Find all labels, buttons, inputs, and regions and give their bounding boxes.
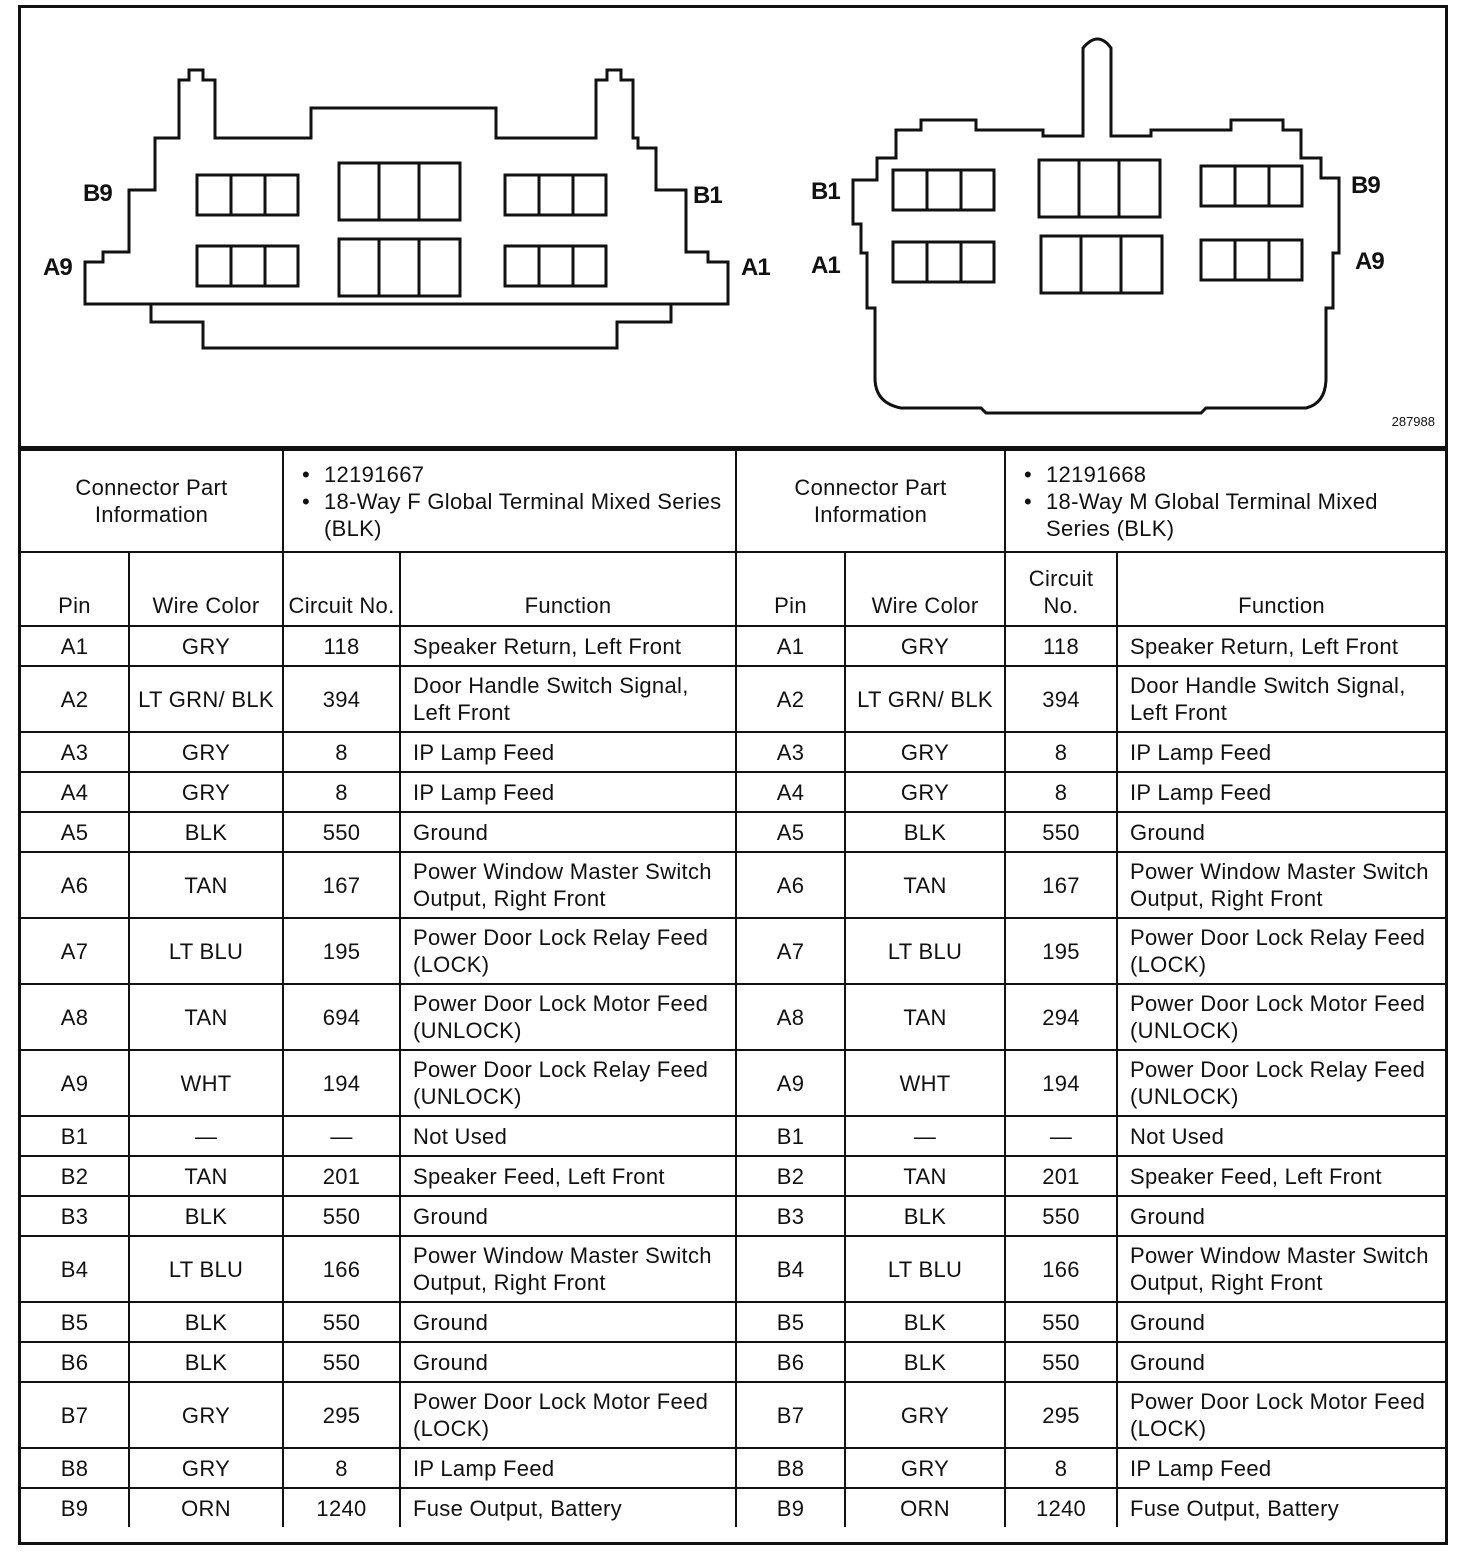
connector-sheet [18, 5, 1448, 1545]
function-cell: Not Used [400, 1116, 736, 1156]
table-row [21, 732, 1445, 772]
column-header-row [21, 552, 1445, 626]
function-cell: Power Door Lock Motor Feed (UNLOCK) [1117, 984, 1445, 1050]
wire-color-cell: ORN [845, 1488, 1005, 1527]
circuit-cell: 295 [1005, 1382, 1117, 1448]
wire-color-cell: GRY [129, 626, 283, 666]
function-cell: Speaker Return, Left Front [400, 626, 736, 666]
left-label-b1: B1 [693, 182, 722, 209]
pin-cell: A9 [21, 1050, 129, 1116]
pin-cell: B6 [21, 1342, 129, 1382]
left-part-description: 18-Way F Global Terminal Mixed Series (BLK) [324, 488, 722, 541]
wire-color-cell: LT BLU [845, 1236, 1005, 1302]
function-cell: Power Window Master Switch Output, Right Front [400, 852, 736, 918]
pin-cell: B4 [21, 1236, 129, 1302]
circuit-cell: 550 [283, 812, 400, 852]
right-part-description: 18-Way M Global Terminal Mixed Series (BLK) [1046, 488, 1378, 541]
function-cell: Ground [1117, 1196, 1445, 1236]
table-row [21, 918, 1445, 984]
wire-color-cell: BLK [845, 812, 1005, 852]
header-pin: Pin [21, 552, 129, 626]
header-wire-color: Wire Color [845, 552, 1005, 626]
function-cell: Ground [400, 1302, 736, 1342]
pin-cell: B6 [736, 1342, 845, 1382]
pin-cell: A3 [736, 732, 845, 772]
pin-cell: B4 [736, 1236, 845, 1302]
wire-color-cell: GRY [129, 1382, 283, 1448]
table-row [21, 984, 1445, 1050]
figure-id: 287988 [1391, 414, 1435, 429]
circuit-cell: 8 [283, 1448, 400, 1488]
function-cell: Ground [400, 1196, 736, 1236]
table-row [21, 812, 1445, 852]
connector-diagram [21, 8, 1445, 449]
circuit-cell: 167 [283, 852, 400, 918]
function-cell: IP Lamp Feed [400, 1448, 736, 1488]
circuit-cell: 550 [1005, 812, 1117, 852]
left-part-number: 12191667 [324, 461, 425, 487]
pin-cell: B3 [736, 1196, 845, 1236]
wire-color-cell: TAN [129, 984, 283, 1050]
wire-color-cell: LT BLU [129, 1236, 283, 1302]
wire-color-cell: — [129, 1116, 283, 1156]
circuit-cell: 550 [1005, 1196, 1117, 1236]
function-cell: Ground [1117, 812, 1445, 852]
header-pin: Pin [736, 552, 845, 626]
circuit-cell: 195 [1005, 918, 1117, 984]
function-cell: Speaker Feed, Left Front [400, 1156, 736, 1196]
pin-cell: A3 [21, 732, 129, 772]
table-row [21, 1302, 1445, 1342]
function-cell: IP Lamp Feed [400, 732, 736, 772]
function-cell: Power Door Lock Relay Feed (UNLOCK) [1117, 1050, 1445, 1116]
table-row [21, 852, 1445, 918]
circuit-cell: 194 [1005, 1050, 1117, 1116]
function-cell: Door Handle Switch Signal, Left Front [400, 666, 736, 732]
function-cell: Power Window Master Switch Output, Right Front [1117, 852, 1445, 918]
circuit-cell: — [1005, 1116, 1117, 1156]
wire-color-cell: LT GRN/ BLK [129, 666, 283, 732]
function-cell: Power Door Lock Relay Feed (UNLOCK) [400, 1050, 736, 1116]
wire-color-cell: WHT [845, 1050, 1005, 1116]
table-row [21, 1196, 1445, 1236]
pin-cell: A2 [736, 666, 845, 732]
pin-cell: B5 [21, 1302, 129, 1342]
wire-color-cell: GRY [845, 732, 1005, 772]
circuit-cell: 201 [283, 1156, 400, 1196]
function-cell: Fuse Output, Battery [1117, 1488, 1445, 1527]
circuit-cell: — [283, 1116, 400, 1156]
pin-cell: A6 [736, 852, 845, 918]
table-row [21, 772, 1445, 812]
left-info-values: • 12191667 • 18-Way F Global Terminal Mixed Series (BLK) [283, 450, 736, 552]
pin-cell: B7 [736, 1382, 845, 1448]
pin-cell: A5 [736, 812, 845, 852]
circuit-cell: 201 [1005, 1156, 1117, 1196]
wire-color-cell: BLK [129, 812, 283, 852]
wire-color-cell: GRY [845, 626, 1005, 666]
function-cell: Power Door Lock Relay Feed (LOCK) [400, 918, 736, 984]
wire-color-cell: GRY [129, 1448, 283, 1488]
wire-color-cell: ORN [129, 1488, 283, 1527]
function-cell: Ground [1117, 1342, 1445, 1382]
circuit-cell: 8 [1005, 772, 1117, 812]
wire-color-cell: — [845, 1116, 1005, 1156]
wire-color-cell: GRY [129, 732, 283, 772]
wire-color-cell: GRY [845, 772, 1005, 812]
right-label-a9: A9 [1355, 248, 1384, 275]
pin-cell: B8 [736, 1448, 845, 1488]
circuit-cell: 118 [283, 626, 400, 666]
function-cell: IP Lamp Feed [1117, 772, 1445, 812]
header-wire-color: Wire Color [129, 552, 283, 626]
pin-cell: A2 [21, 666, 129, 732]
table-row [21, 1342, 1445, 1382]
right-label-b9: B9 [1351, 172, 1380, 199]
pin-rows [21, 626, 1445, 1527]
right-label-a1: A1 [811, 252, 840, 279]
circuit-cell: 550 [1005, 1342, 1117, 1382]
pin-cell: A5 [21, 812, 129, 852]
function-cell: IP Lamp Feed [1117, 732, 1445, 772]
circuit-cell: 118 [1005, 626, 1117, 666]
table-row [21, 1382, 1445, 1448]
circuit-cell: 294 [1005, 984, 1117, 1050]
function-cell: Ground [400, 812, 736, 852]
pin-cell: B1 [21, 1116, 129, 1156]
left-connector-outline [85, 70, 728, 304]
header-circuit: Circuit No. [283, 552, 400, 626]
circuit-cell: 166 [1005, 1236, 1117, 1302]
wire-color-cell: LT BLU [129, 918, 283, 984]
pin-cell: A4 [21, 772, 129, 812]
header-function: Function [1117, 552, 1445, 626]
wire-color-cell: LT BLU [845, 918, 1005, 984]
wire-color-cell: BLK [845, 1196, 1005, 1236]
circuit-cell: 1240 [1005, 1488, 1117, 1527]
function-cell: Power Window Master Switch Output, Right Front [400, 1236, 736, 1302]
wire-color-cell: BLK [845, 1342, 1005, 1382]
wire-color-cell: TAN [129, 852, 283, 918]
wire-color-cell: TAN [845, 1156, 1005, 1196]
table-row [21, 1156, 1445, 1196]
table-row [21, 1050, 1445, 1116]
pin-cell: A7 [736, 918, 845, 984]
pin-cell: B8 [21, 1448, 129, 1488]
circuit-cell: 1240 [283, 1488, 400, 1527]
wire-color-cell: GRY [845, 1448, 1005, 1488]
table-row [21, 1448, 1445, 1488]
function-cell: Ground [1117, 1302, 1445, 1342]
pin-cell: A1 [736, 626, 845, 666]
function-cell: Power Window Master Switch Output, Right Front [1117, 1236, 1445, 1302]
pin-cell: B9 [736, 1488, 845, 1527]
pin-cell: A1 [21, 626, 129, 666]
function-cell: Power Door Lock Relay Feed (LOCK) [1117, 918, 1445, 984]
pin-cell: B9 [21, 1488, 129, 1527]
header-circuit: Circuit No. [1005, 552, 1117, 626]
function-cell: Speaker Return, Left Front [1117, 626, 1445, 666]
circuit-cell: 394 [1005, 666, 1117, 732]
right-connector-outline [853, 39, 1339, 413]
pin-cell: A8 [21, 984, 129, 1050]
circuit-cell: 550 [283, 1342, 400, 1382]
pin-cell: A4 [736, 772, 845, 812]
wire-color-cell: TAN [845, 852, 1005, 918]
table-row [21, 1236, 1445, 1302]
wire-color-cell: BLK [845, 1302, 1005, 1342]
right-info-label: Connector Part Information [736, 450, 1005, 552]
left-info-label: Connector Part Information [21, 450, 283, 552]
wire-color-cell: BLK [129, 1342, 283, 1382]
circuit-cell: 8 [283, 772, 400, 812]
circuit-cell: 8 [1005, 732, 1117, 772]
pin-cell: A9 [736, 1050, 845, 1116]
circuit-cell: 8 [1005, 1448, 1117, 1488]
table-row [21, 666, 1445, 732]
circuit-cell: 394 [283, 666, 400, 732]
pin-cell: B1 [736, 1116, 845, 1156]
table-row [21, 1116, 1445, 1156]
function-cell: Speaker Feed, Left Front [1117, 1156, 1445, 1196]
function-cell: Not Used [1117, 1116, 1445, 1156]
wire-color-cell: WHT [129, 1050, 283, 1116]
wire-color-cell: BLK [129, 1196, 283, 1236]
circuit-cell: 195 [283, 918, 400, 984]
function-cell: Power Door Lock Motor Feed (LOCK) [400, 1382, 736, 1448]
function-cell: Door Handle Switch Signal, Left Front [1117, 666, 1445, 732]
connector-info-row [21, 450, 1445, 552]
circuit-cell: 295 [283, 1382, 400, 1448]
pin-cell: B5 [736, 1302, 845, 1342]
circuit-cell: 194 [283, 1050, 400, 1116]
pin-cell: A8 [736, 984, 845, 1050]
left-label-b9: B9 [83, 180, 112, 207]
pin-cell: B7 [21, 1382, 129, 1448]
left-label-a9: A9 [43, 254, 72, 281]
right-part-number: 12191668 [1046, 461, 1147, 487]
right-info-values: • 12191668 • 18-Way M Global Terminal Mixed Series (BLK) [1005, 450, 1445, 552]
wire-color-cell: TAN [129, 1156, 283, 1196]
right-label-b1: B1 [811, 178, 840, 205]
circuit-cell: 166 [283, 1236, 400, 1302]
function-cell: Power Door Lock Motor Feed (LOCK) [1117, 1382, 1445, 1448]
circuit-cell: 694 [283, 984, 400, 1050]
circuit-cell: 550 [283, 1302, 400, 1342]
left-connector-lower-step [151, 304, 671, 348]
function-cell: Power Door Lock Motor Feed (UNLOCK) [400, 984, 736, 1050]
function-cell: IP Lamp Feed [1117, 1448, 1445, 1488]
wire-color-cell: BLK [129, 1302, 283, 1342]
table-row [21, 626, 1445, 666]
function-cell: Fuse Output, Battery [400, 1488, 736, 1527]
function-cell: Ground [400, 1342, 736, 1382]
circuit-cell: 167 [1005, 852, 1117, 918]
pinout-table [21, 449, 1445, 1527]
wire-color-cell: GRY [129, 772, 283, 812]
pin-cell: B2 [21, 1156, 129, 1196]
wire-color-cell: LT GRN/ BLK [845, 666, 1005, 732]
header-function: Function [400, 552, 736, 626]
circuit-cell: 550 [1005, 1302, 1117, 1342]
wire-color-cell: TAN [845, 984, 1005, 1050]
pin-cell: A6 [21, 852, 129, 918]
function-cell: IP Lamp Feed [400, 772, 736, 812]
pin-cell: B3 [21, 1196, 129, 1236]
circuit-cell: 8 [283, 732, 400, 772]
table-row [21, 1488, 1445, 1527]
pin-cell: A7 [21, 918, 129, 984]
pin-cell: B2 [736, 1156, 845, 1196]
left-label-a1: A1 [741, 254, 770, 281]
circuit-cell: 550 [283, 1196, 400, 1236]
connector-drawings [21, 8, 1445, 446]
wire-color-cell: GRY [845, 1382, 1005, 1448]
